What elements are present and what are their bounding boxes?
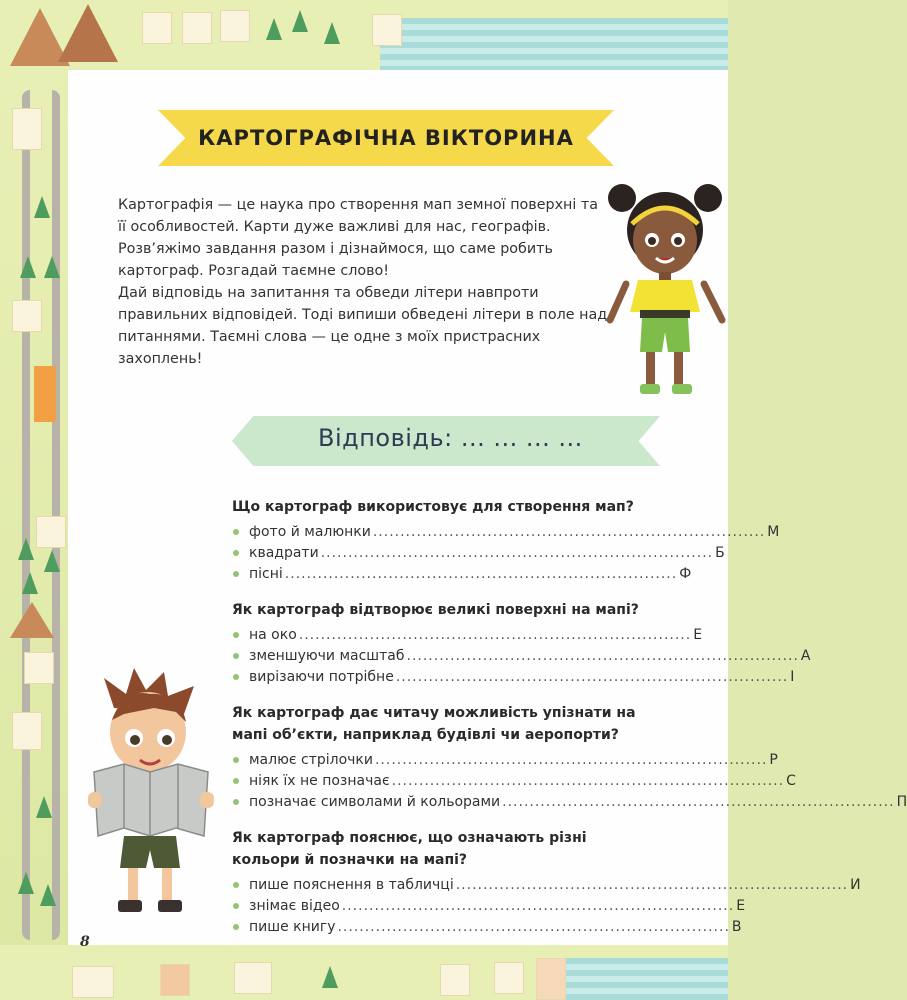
question-block xyxy=(232,702,907,813)
option-letter[interactable]: В xyxy=(731,919,742,935)
bullet-icon xyxy=(233,924,239,930)
house-icon xyxy=(36,516,66,548)
option-label: фото й малюнки xyxy=(249,524,371,540)
bullet-icon xyxy=(233,882,239,888)
option-label: позначає символами й кольорами xyxy=(249,794,501,810)
bullet-icon xyxy=(233,674,239,680)
question-text: Як картограф відтворює великі поверхні на мапі? xyxy=(232,602,639,618)
bullet-icon xyxy=(233,632,239,638)
boy-with-map-illustration xyxy=(84,668,218,930)
option-letter[interactable]: Р xyxy=(769,752,778,768)
mountain-icon xyxy=(10,602,54,638)
answer-option[interactable] xyxy=(232,875,861,896)
answer-option[interactable] xyxy=(232,564,692,585)
option-label: пише книгу xyxy=(249,919,336,935)
question-block xyxy=(232,827,861,938)
leader-dots: ........................................................................ xyxy=(341,898,735,914)
intro-paragraph: Дай відповідь на запитання та обведи літери навпроти правильних відповідей. Тоді випиши обведені літери в поле над питаннями. Таємні слова — це одне з моїх пристрасних захоплень! xyxy=(118,285,608,367)
house-icon xyxy=(182,12,212,44)
top-water xyxy=(380,18,728,70)
house-icon xyxy=(372,14,402,46)
answer-option[interactable] xyxy=(232,771,796,792)
house-icon xyxy=(494,962,524,994)
house-icon xyxy=(12,712,42,750)
leader-dots: ........................................................................ xyxy=(284,566,678,582)
option-letter[interactable]: Е xyxy=(736,898,746,914)
answer-option[interactable] xyxy=(232,896,746,917)
option-label: малює стрілочки xyxy=(249,752,373,768)
mountain-icon xyxy=(58,4,118,62)
house-icon xyxy=(440,964,470,996)
tree-icon xyxy=(18,872,34,894)
tree-icon xyxy=(36,796,52,818)
answer-ribbon xyxy=(232,416,660,466)
option-letter[interactable]: Е xyxy=(693,627,703,643)
leader-dots: ........................................................................ xyxy=(337,919,730,935)
answer-option[interactable] xyxy=(232,667,795,688)
option-label: на око xyxy=(249,627,297,643)
answer-option[interactable] xyxy=(232,792,907,813)
house-icon xyxy=(24,652,54,684)
bullet-icon xyxy=(233,571,239,577)
leader-dots: ........................................................................ xyxy=(406,648,799,664)
leader-dots: ........................................................................ xyxy=(372,524,766,540)
tree-icon xyxy=(22,572,38,594)
question-text: Як картограф дає читачу можливість упізнати на мапі об’єкти, наприклад будівлі чи аеропорти? xyxy=(232,705,636,743)
intro-paragraph: Розв’яжімо завдання разом і дізнаймося, що саме робить картограф. Розгадай таємне слово! xyxy=(118,241,553,279)
bullet-icon xyxy=(233,799,239,805)
page-number: 8 xyxy=(80,934,90,950)
option-letter[interactable]: А xyxy=(800,648,811,664)
answer-option[interactable] xyxy=(232,543,725,564)
leader-dots: ........................................................................ xyxy=(320,545,714,561)
option-label: ніяк їх не позначає xyxy=(249,773,390,789)
leader-dots: ........................................................................ xyxy=(395,669,789,685)
question-text: Що картограф використовує для створення мап? xyxy=(232,499,634,515)
tree-icon xyxy=(44,256,60,278)
bullet-icon xyxy=(233,778,239,784)
answer-option[interactable] xyxy=(232,522,780,543)
bullet-icon xyxy=(233,903,239,909)
girl-illustration xyxy=(604,180,728,405)
tree-icon xyxy=(322,966,338,988)
leader-dots: ........................................................................ xyxy=(298,627,692,643)
answer-option[interactable] xyxy=(232,646,811,667)
house-icon xyxy=(72,966,114,998)
leader-dots: ........................................................................ xyxy=(374,752,768,768)
leader-dots: ........................................................................ xyxy=(502,794,895,810)
quiz xyxy=(232,496,907,952)
option-label: пише пояснення в табличці xyxy=(249,877,454,893)
tree-icon xyxy=(266,18,282,40)
question-block xyxy=(232,496,780,585)
house-icon xyxy=(220,10,250,42)
option-label: зменшуючи масштаб xyxy=(249,648,405,664)
bottom-water xyxy=(560,958,728,1000)
question-text: Як картограф пояснює, що означають різні кольори й позначки на мапі? xyxy=(232,830,587,868)
house-icon xyxy=(536,958,566,1000)
answer-option[interactable] xyxy=(232,750,778,771)
house-icon xyxy=(142,12,172,44)
tree-icon xyxy=(324,22,340,44)
page-title: КАРТОГРАФІЧНА ВІКТОРИНА xyxy=(198,126,574,150)
bullet-icon xyxy=(233,550,239,556)
option-label: квадрати xyxy=(249,545,319,561)
bullet-icon xyxy=(233,529,239,535)
building-icon xyxy=(34,366,56,422)
title-ribbon xyxy=(158,110,614,166)
intro-paragraph: Картографія — це наука про створення мап земної поверхні та її особливостей. Карти дуже важливі для нас, географів. xyxy=(118,197,598,235)
option-letter[interactable]: С xyxy=(786,773,796,789)
tree-icon xyxy=(40,884,56,906)
option-letter[interactable]: І xyxy=(790,669,795,685)
tree-icon xyxy=(20,256,36,278)
option-letter[interactable]: П xyxy=(896,794,907,810)
house-icon xyxy=(160,964,190,996)
intro-text xyxy=(118,194,608,370)
answer-option[interactable] xyxy=(232,917,742,938)
leader-dots: ........................................................................ xyxy=(391,773,785,789)
house-icon xyxy=(234,962,272,994)
option-letter[interactable]: М xyxy=(767,524,780,540)
leader-dots: ........................................................................ xyxy=(455,877,849,893)
house-icon xyxy=(12,108,42,150)
bullet-icon xyxy=(233,757,239,763)
option-letter[interactable]: Б xyxy=(715,545,725,561)
option-label: знімає відео xyxy=(249,898,340,914)
option-label: вирізаючи потрібне xyxy=(249,669,394,685)
house-icon xyxy=(12,300,42,332)
option-letter[interactable]: И xyxy=(850,877,861,893)
option-letter[interactable]: Ф xyxy=(679,566,692,582)
option-label: пісні xyxy=(249,566,283,582)
answer-field[interactable]: Відповідь: ... ... ... ... xyxy=(318,424,583,452)
tree-icon xyxy=(34,196,50,218)
tree-icon xyxy=(18,538,34,560)
tree-icon xyxy=(44,550,60,572)
tree-icon xyxy=(292,10,308,32)
question-block xyxy=(232,599,811,688)
answer-option[interactable] xyxy=(232,625,703,646)
bullet-icon xyxy=(233,653,239,659)
